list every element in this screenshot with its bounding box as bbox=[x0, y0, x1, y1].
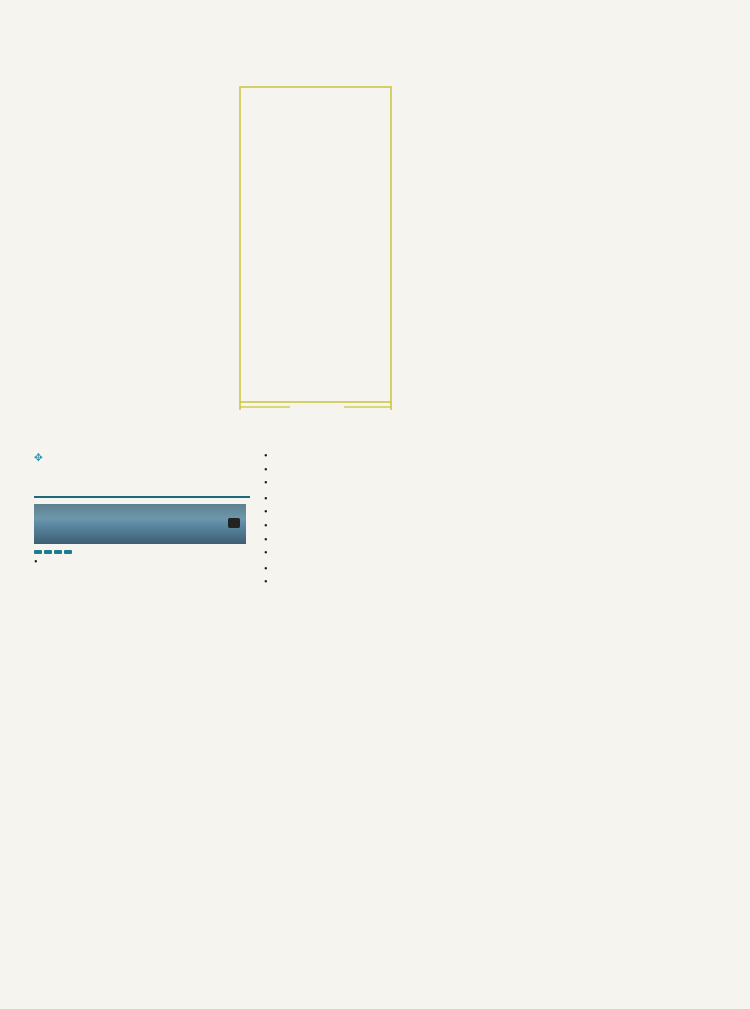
gauges-list bbox=[264, 563, 484, 590]
measurement-item: • bbox=[264, 451, 268, 462]
finishing-paragraph bbox=[34, 452, 250, 466]
end-diamond-icon: ✥ bbox=[34, 453, 43, 464]
column-2 bbox=[264, 450, 484, 592]
measurement-item: • bbox=[34, 556, 38, 568]
skill-level-bar bbox=[34, 550, 250, 554]
material-item: • bbox=[264, 548, 268, 560]
repeat-box bbox=[240, 87, 391, 402]
materials-list bbox=[264, 493, 484, 561]
material-item: • bbox=[264, 507, 268, 519]
measurement-item: • bbox=[264, 464, 268, 476]
gauge-item: • bbox=[264, 563, 268, 575]
border-chart bbox=[0, 0, 750, 420]
skill-badge bbox=[228, 518, 240, 528]
measurements-list bbox=[34, 556, 250, 570]
stitch-key bbox=[572, 258, 747, 264]
material-item: • bbox=[264, 520, 268, 532]
pattern-heading bbox=[34, 472, 250, 498]
material-item: • bbox=[264, 534, 268, 546]
measurement-item: • bbox=[264, 478, 268, 490]
material-item: • bbox=[264, 493, 268, 505]
column-1 bbox=[34, 450, 250, 569]
gauge-item: • bbox=[264, 577, 268, 589]
column-3 bbox=[494, 450, 714, 452]
measurements-more-list bbox=[264, 450, 484, 491]
yarn-swatch-image bbox=[34, 504, 246, 544]
